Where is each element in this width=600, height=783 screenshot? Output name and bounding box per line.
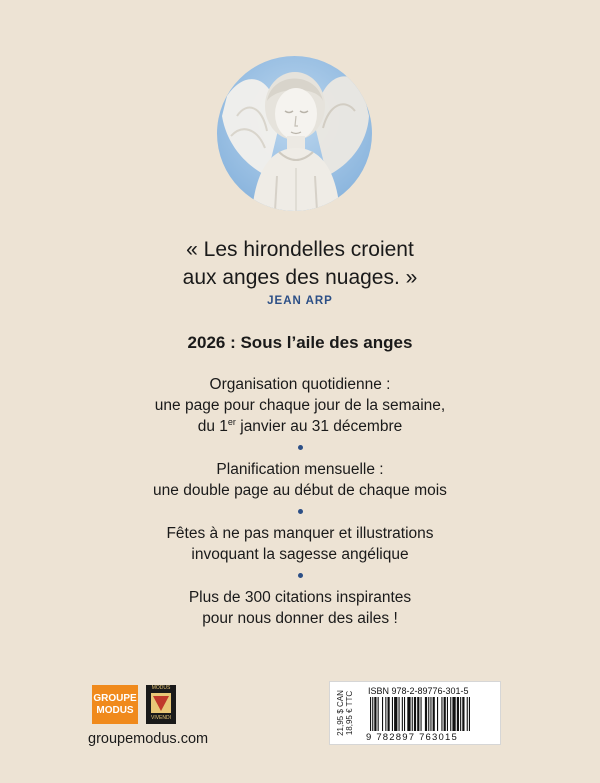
barcode-bar bbox=[412, 697, 413, 731]
feature-title: Planification mensuelle : bbox=[216, 461, 384, 478]
imprint-top: MODUS bbox=[151, 685, 171, 691]
barcode-bar bbox=[388, 697, 390, 731]
barcode-bar bbox=[394, 697, 397, 731]
barcode-bar bbox=[402, 697, 403, 731]
barcode-bar bbox=[407, 697, 410, 731]
barcode-bar bbox=[460, 697, 461, 731]
feature-holidays bbox=[0, 523, 600, 565]
barcode-bars bbox=[370, 697, 494, 731]
feature-title: Fêtes à ne pas manquer et illustrations bbox=[166, 525, 434, 542]
barcode-bar bbox=[417, 697, 419, 731]
barcode-bar bbox=[404, 697, 405, 731]
feature-line: invoquant la sagesse angélique bbox=[191, 546, 409, 563]
bullet-dot bbox=[298, 445, 303, 450]
barcode-bar bbox=[450, 697, 451, 731]
barcode-bar bbox=[447, 697, 448, 731]
feature-title: Plus de 300 citations inspirantes bbox=[188, 589, 412, 606]
quote-line-2: aux anges des nuages. » bbox=[182, 266, 418, 289]
feature-text: du 1 bbox=[197, 418, 228, 435]
barcode-bar bbox=[469, 697, 470, 731]
bullet-dot bbox=[298, 573, 303, 578]
feature-quotes bbox=[0, 587, 600, 629]
barcode-bar bbox=[441, 697, 442, 731]
feature-monthly bbox=[0, 459, 600, 501]
feature-line bbox=[0, 416, 600, 437]
superscript: er bbox=[227, 416, 236, 427]
bullet-dot bbox=[298, 509, 303, 514]
logo-text: GROUPE bbox=[93, 692, 137, 704]
barcode-bar bbox=[437, 697, 438, 731]
barcode-bar bbox=[467, 697, 468, 731]
quote-line-1: « Les hirondelles croient bbox=[186, 238, 414, 261]
ean-digits bbox=[366, 732, 458, 743]
ean-first: 9 bbox=[366, 732, 373, 743]
barcode-bar bbox=[433, 697, 435, 731]
barcode-bar bbox=[452, 697, 455, 731]
modus-vivendi-logo bbox=[146, 685, 176, 724]
price-label bbox=[330, 682, 360, 744]
feature-text: janvier au 31 décembre bbox=[235, 418, 403, 435]
quote bbox=[0, 236, 600, 292]
barcode-bar bbox=[392, 697, 393, 731]
barcode-bar bbox=[374, 697, 376, 731]
feature-line: une double page au début de chaque mois bbox=[153, 482, 447, 499]
feature-daily bbox=[0, 374, 600, 437]
feature-line: pour nous donner des ailes ! bbox=[202, 610, 398, 627]
groupe-modus-logo bbox=[92, 685, 138, 724]
barcode-bar bbox=[372, 697, 373, 731]
barcode-bar bbox=[444, 697, 446, 731]
barcode-bar bbox=[425, 697, 427, 731]
publisher-website[interactable]: groupemodus.com bbox=[88, 731, 209, 747]
shield-icon bbox=[150, 692, 172, 714]
price-eur: 18,95 € TTC bbox=[345, 690, 354, 736]
barcode-bar bbox=[457, 697, 459, 731]
barcode-panel bbox=[329, 681, 501, 745]
barcode-bar bbox=[430, 697, 431, 731]
angel-statue-image bbox=[217, 56, 372, 211]
features-list bbox=[0, 374, 600, 629]
feature-line: une page pour chaque jour de la semaine, bbox=[154, 397, 446, 414]
barcode-bar bbox=[382, 697, 383, 731]
barcode-bar bbox=[428, 697, 429, 731]
logo-text: MODUS bbox=[96, 704, 134, 716]
barcode-bar bbox=[414, 697, 416, 731]
barcode-bar bbox=[399, 697, 400, 731]
barcode-bar bbox=[378, 697, 379, 731]
isbn-number: ISBN 978-2-89776-301-5 bbox=[368, 686, 469, 696]
ean-left: 782897 bbox=[376, 732, 416, 743]
feature-title: Organisation quotidienne : bbox=[209, 376, 391, 393]
imprint-bottom: VIVENDI bbox=[150, 715, 171, 721]
barcode-bar bbox=[462, 697, 464, 731]
barcode-bar bbox=[385, 697, 386, 731]
ean-right: 763015 bbox=[419, 732, 458, 743]
barcode-bar bbox=[421, 697, 422, 731]
barcode-bar bbox=[370, 697, 371, 731]
book-subtitle: 2026 : Sous l’aile des anges bbox=[187, 333, 413, 352]
quote-author: JEAN ARP bbox=[267, 295, 333, 307]
price-can: 21,95 $ CAN bbox=[336, 690, 345, 736]
